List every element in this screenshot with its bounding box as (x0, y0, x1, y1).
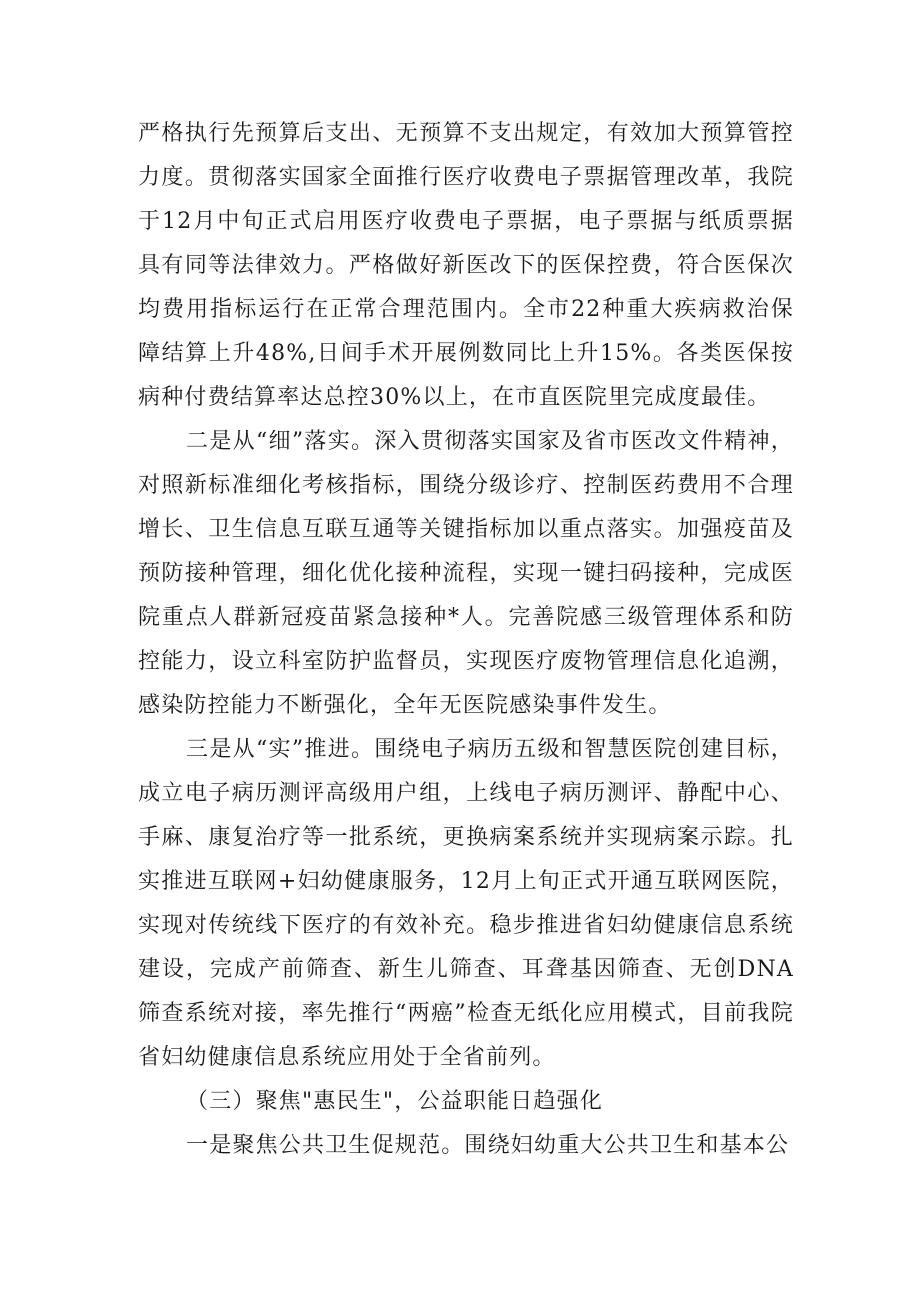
paragraph-public-health: 一是聚焦公共卫生促规范。围绕妇幼重大公共卫生和基本公 (186, 1133, 790, 1158)
section-heading: （三）聚焦"惠民生"，公益职能日趋强化 (186, 1089, 604, 1114)
document-body (138, 112, 794, 1168)
paragraph-budget: 严格执行先预算后支出、无预算不支出规定，有效加大预算管控力度。贯彻落实国家全面推行医疗收费电子票据管理改革，我院于12月中旬正式启用医疗收费电子票据，电子票据与纸质票据具有同等法律效力。严格做好新医改下的医保控费，符合医保次均费用指标运行在正常合理范围内。全市22种重大疾病救治保障结算上升48%,日间手术开展例数同比上升15%。各类医保按病种付费结算率达总控30%以上，在市直医院里完成度最佳。 (138, 121, 794, 410)
paragraph-detail-implementation: 二是从“细”落实。深入贯彻落实国家及省市医改文件精神，对照新标准细化考核指标，围绕分级诊疗、控制医药费用不合理增长、卫生信息互联互通等关键指标加以重点落实。加强疫苗及预防接种管理，细化优化接种流程，实现一键扫码接种，完成医院重点人群新冠疫苗紧急接种*人。完善院感三级管理体系和防控能力，设立科室防护监督员，实现医疗废物管理信息化追溯，感染防控能力不断强化，全年无医院感染事件发生。 (138, 429, 794, 718)
paragraph-practical-advancement: 三是从“实”推进。围绕电子病历五级和智慧医院创建目标，成立电子病历测评高级用户组，上线电子病历测评、静配中心、手麻、康复治疗等一批系统，更换病案系统并实现病案示踪。扎实推进互联网+妇幼健康服务，12月上旬正式开通互联网医院，实现对传统线下医疗的有效补充。稳步推进省妇幼健康信息系统建设，完成产前筛查、新生儿筛查、耳聋基因筛查、无创DNA筛查系统对接，率先推行“两癌”检查无纸化应用模式，目前我院省妇幼健康信息系统应用处于全省前列。 (138, 737, 794, 1070)
